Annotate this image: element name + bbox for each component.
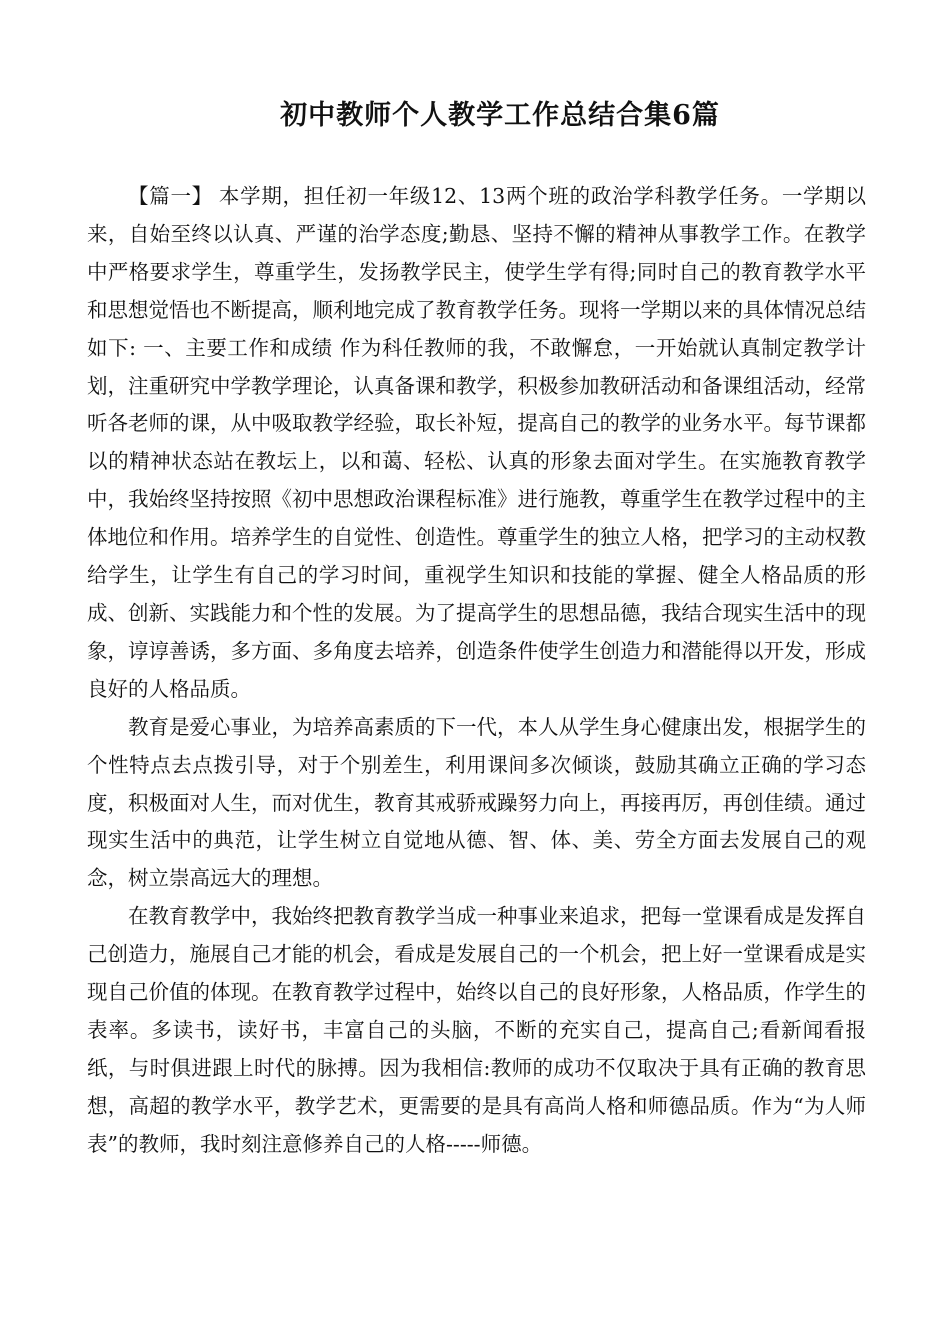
- paragraph-text: 教育是爱心事业，为培养高素质的下一代，本人从学生身心健康出发，根据学生的个性特点去点拨引导，对于个别差生，利用课间多次倾谈，鼓励其确立正确的学习态度，积极面对人生，而对优生，教育其戒骄戒躁努力向上，再接再厉，再创佳绩。通过现实生活中的典范，让学生树立自觉地从德、智、体、美、劳全方面去发展自己的观念，树立崇高远大的理想。: [87, 714, 866, 891]
- paragraph-text: 在教育教学中，我始终把教育教学当成一种事业来追求，把每一堂课看成是发挥自己创造力，施展自己才能的机会，看成是发展自己的一个机会，把上好一堂课看成是实现自己价值的体现。在教育教学过程中，始终以自己的良好形象，人格品质，作学生的表率。多读书，读好书，丰富自己的头脑，不断的充实自己，提高自己;看新闻看报纸，与时俱进跟上时代的脉搏。因为我相信:教师的成功不仅取决于具有正确的教育思想，高超的教学水平，教学艺术，更需要的是具有高尚人格和师德品质。作为“为人师表”的教师，我时刻注意修养自己的人格-----师德。: [87, 904, 866, 1156]
- section-tag: 【篇一】: [128, 184, 213, 208]
- paragraph-2: [87, 709, 866, 899]
- paragraph-text: 本学期，担任初一年级12、13两个班的政治学科教学任务。一学期以来，自始至终以认真、严谨的治学态度;勤恳、坚持不懈的精神从事教学工作。在教学中严格要求学生，尊重学生，发扬教学民主，使学生学有得;同时自己的教育教学水平和思想觉悟也不断提高，顺利地完成了教育教学任务。现将一学期以来的具体情况总结如下: 一、主要工作和成绩 作为科任教师的我，不敢懈怠，一开始就认真制定教学计划，注重研究中学教学理论，认真备课和教学，积极参加教研活动和备课组活动，经常听各老师的课，从中吸取教学经验，取长补短，提高自己的教学的业务水平。每节课都以的精神状态站在教坛上，以和蔼、轻松、认真的形象去面对学生。在实施教育教学中，我始终坚持按照《初中思想政治课程标准》进行施教，尊重学生在教学过程中的主体地位和作用。培养学生的自觉性、创造性。尊重学生的独立人格，把学习的主动权教给学生，让学生有自己的学习时间，重视学生知识和技能的掌握、健全人格品质的形成、创新、实践能力和个性的发展。为了提高学生的思想品德，我结合现实生活中的现象，谆谆善诱，多方面、多角度去培养，创造条件使学生创造力和潜能得以开发，形成良好的人格品质。: [87, 184, 866, 701]
- paragraph-1: [87, 178, 866, 709]
- document-body: [87, 178, 866, 1164]
- paragraph-3: [87, 898, 866, 1163]
- document-title: 初中教师个人教学工作总结合集6篇: [280, 100, 720, 131]
